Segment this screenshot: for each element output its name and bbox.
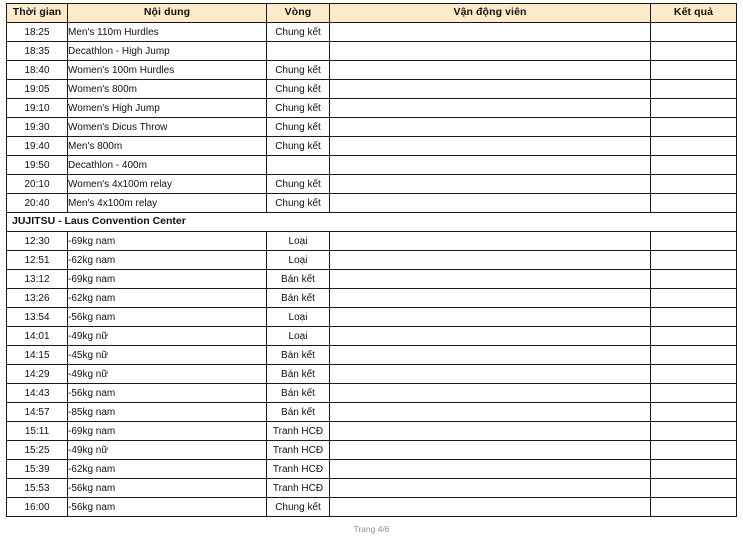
cell-round: Chung kết (267, 23, 330, 42)
cell-time: 15:11 (7, 422, 68, 441)
table-row (7, 42, 737, 61)
table-row (7, 251, 737, 270)
cell-athlete (330, 156, 651, 175)
cell-round: Bán kết (267, 365, 330, 384)
cell-event: -62kg nam (68, 289, 267, 308)
cell-time: 14:57 (7, 403, 68, 422)
page-footer: Trang 4/6 (353, 524, 390, 534)
table-row (7, 99, 737, 118)
cell-result (651, 308, 737, 327)
cell-event: Men's 4x100m relay (68, 194, 267, 213)
cell-athlete (330, 460, 651, 479)
cell-result (651, 441, 737, 460)
cell-round: Chung kết (267, 194, 330, 213)
cell-result (651, 232, 737, 251)
table-row (7, 498, 737, 517)
column-header-athlete: Vận động viên (330, 4, 651, 23)
cell-result (651, 403, 737, 422)
table-row (7, 23, 737, 42)
cell-result (651, 156, 737, 175)
cell-time: 14:15 (7, 346, 68, 365)
cell-event: Men's 800m (68, 137, 267, 156)
cell-result (651, 422, 737, 441)
cell-result (651, 80, 737, 99)
column-header-result: Kết quả (651, 4, 737, 23)
cell-event: Women's High Jump (68, 99, 267, 118)
cell-event: -69kg nam (68, 422, 267, 441)
table-row (7, 118, 737, 137)
cell-round: Bán kết (267, 346, 330, 365)
cell-event: Decathlon - High Jump (68, 42, 267, 61)
table-row (7, 289, 737, 308)
table-body (7, 23, 737, 517)
cell-round: Tranh HCĐ (267, 460, 330, 479)
cell-athlete (330, 251, 651, 270)
cell-time: 13:54 (7, 308, 68, 327)
cell-result (651, 365, 737, 384)
cell-athlete (330, 289, 651, 308)
table-header (7, 4, 737, 23)
cell-round: Chung kết (267, 61, 330, 80)
cell-round: Chung kết (267, 118, 330, 137)
cell-athlete (330, 137, 651, 156)
cell-event: Women's 4x100m relay (68, 175, 267, 194)
cell-result (651, 251, 737, 270)
cell-athlete (330, 23, 651, 42)
cell-event: Decathlon - 400m (68, 156, 267, 175)
cell-round: Loại (267, 308, 330, 327)
cell-result (651, 61, 737, 80)
cell-athlete (330, 479, 651, 498)
cell-event: Women's 800m (68, 80, 267, 99)
cell-event: -56kg nam (68, 479, 267, 498)
cell-round: Chung kết (267, 498, 330, 517)
cell-round: Tranh HCĐ (267, 479, 330, 498)
cell-result (651, 270, 737, 289)
cell-result (651, 498, 737, 517)
cell-athlete (330, 270, 651, 289)
table-row (7, 270, 737, 289)
cell-result (651, 175, 737, 194)
cell-time: 14:01 (7, 327, 68, 346)
cell-athlete (330, 384, 651, 403)
column-header-event: Nội dung (68, 4, 267, 23)
table-row (7, 175, 737, 194)
cell-round: Loại (267, 251, 330, 270)
competition-schedule-table (6, 3, 737, 517)
cell-athlete (330, 346, 651, 365)
cell-event: -49kg nữ (68, 327, 267, 346)
cell-event: -56kg nam (68, 384, 267, 403)
cell-athlete (330, 422, 651, 441)
cell-time: 13:12 (7, 270, 68, 289)
cell-time: 18:25 (7, 23, 68, 42)
cell-time: 16:00 (7, 498, 68, 517)
cell-result (651, 118, 737, 137)
cell-event: Women's 100m Hurdles (68, 61, 267, 80)
cell-athlete (330, 194, 651, 213)
cell-result (651, 384, 737, 403)
table-row (7, 422, 737, 441)
cell-result (651, 99, 737, 118)
table-row (7, 403, 737, 422)
cell-event: Women's Dicus Throw (68, 118, 267, 137)
table-row (7, 441, 737, 460)
cell-result (651, 327, 737, 346)
table-row (7, 460, 737, 479)
section-header-row (7, 213, 737, 232)
cell-athlete (330, 365, 651, 384)
cell-result (651, 194, 737, 213)
cell-athlete (330, 308, 651, 327)
column-header-time: Thời gian (7, 4, 68, 23)
cell-result (651, 42, 737, 61)
cell-time: 14:29 (7, 365, 68, 384)
table-row (7, 365, 737, 384)
cell-round (267, 156, 330, 175)
cell-time: 20:10 (7, 175, 68, 194)
cell-time: 19:40 (7, 137, 68, 156)
table-row (7, 308, 737, 327)
cell-time: 15:25 (7, 441, 68, 460)
cell-round: Loại (267, 327, 330, 346)
cell-time: 18:40 (7, 61, 68, 80)
table-header-row (7, 4, 737, 23)
cell-athlete (330, 118, 651, 137)
cell-event: -49kg nữ (68, 365, 267, 384)
cell-time: 14:43 (7, 384, 68, 403)
cell-time: 19:50 (7, 156, 68, 175)
section-title: JUJITSU - Laus Convention Center (7, 213, 737, 232)
cell-result (651, 23, 737, 42)
cell-round: Bán kết (267, 384, 330, 403)
cell-athlete (330, 327, 651, 346)
cell-time: 12:51 (7, 251, 68, 270)
table-row (7, 137, 737, 156)
cell-event: -45kg nữ (68, 346, 267, 365)
cell-event: -69kg nam (68, 232, 267, 251)
column-header-round: Vòng (267, 4, 330, 23)
table-row (7, 61, 737, 80)
cell-round: Tranh HCĐ (267, 441, 330, 460)
cell-round: Chung kết (267, 80, 330, 99)
cell-athlete (330, 175, 651, 194)
cell-time: 19:30 (7, 118, 68, 137)
cell-time: 19:10 (7, 99, 68, 118)
table-row (7, 346, 737, 365)
cell-athlete (330, 441, 651, 460)
cell-round: Loại (267, 232, 330, 251)
cell-event: Men's 110m Hurdles (68, 23, 267, 42)
table-row (7, 232, 737, 251)
table-row (7, 327, 737, 346)
cell-event: -49kg nữ (68, 441, 267, 460)
cell-round: Bán kết (267, 403, 330, 422)
cell-round: Chung kết (267, 175, 330, 194)
cell-event: -85kg nam (68, 403, 267, 422)
cell-round: Tranh HCĐ (267, 422, 330, 441)
cell-result (651, 289, 737, 308)
cell-round (267, 42, 330, 61)
cell-athlete (330, 61, 651, 80)
table-row (7, 384, 737, 403)
cell-time: 19:05 (7, 80, 68, 99)
table-row (7, 479, 737, 498)
cell-event: -62kg nam (68, 460, 267, 479)
cell-event: -62kg nam (68, 251, 267, 270)
cell-time: 12:30 (7, 232, 68, 251)
table-row (7, 80, 737, 99)
cell-round: Chung kết (267, 137, 330, 156)
cell-time: 15:39 (7, 460, 68, 479)
table-row (7, 156, 737, 175)
cell-athlete (330, 498, 651, 517)
cell-round: Bán kết (267, 289, 330, 308)
cell-event: -56kg nam (68, 498, 267, 517)
cell-athlete (330, 232, 651, 251)
cell-time: 15:53 (7, 479, 68, 498)
cell-time: 18:35 (7, 42, 68, 61)
cell-result (651, 460, 737, 479)
cell-athlete (330, 403, 651, 422)
cell-athlete (330, 80, 651, 99)
cell-event: -69kg nam (68, 270, 267, 289)
table-row (7, 194, 737, 213)
cell-time: 20:40 (7, 194, 68, 213)
cell-athlete (330, 42, 651, 61)
cell-result (651, 479, 737, 498)
cell-round: Bán kết (267, 270, 330, 289)
cell-event: -56kg nam (68, 308, 267, 327)
cell-athlete (330, 99, 651, 118)
cell-result (651, 137, 737, 156)
cell-round: Chung kết (267, 99, 330, 118)
cell-result (651, 346, 737, 365)
cell-time: 13:26 (7, 289, 68, 308)
